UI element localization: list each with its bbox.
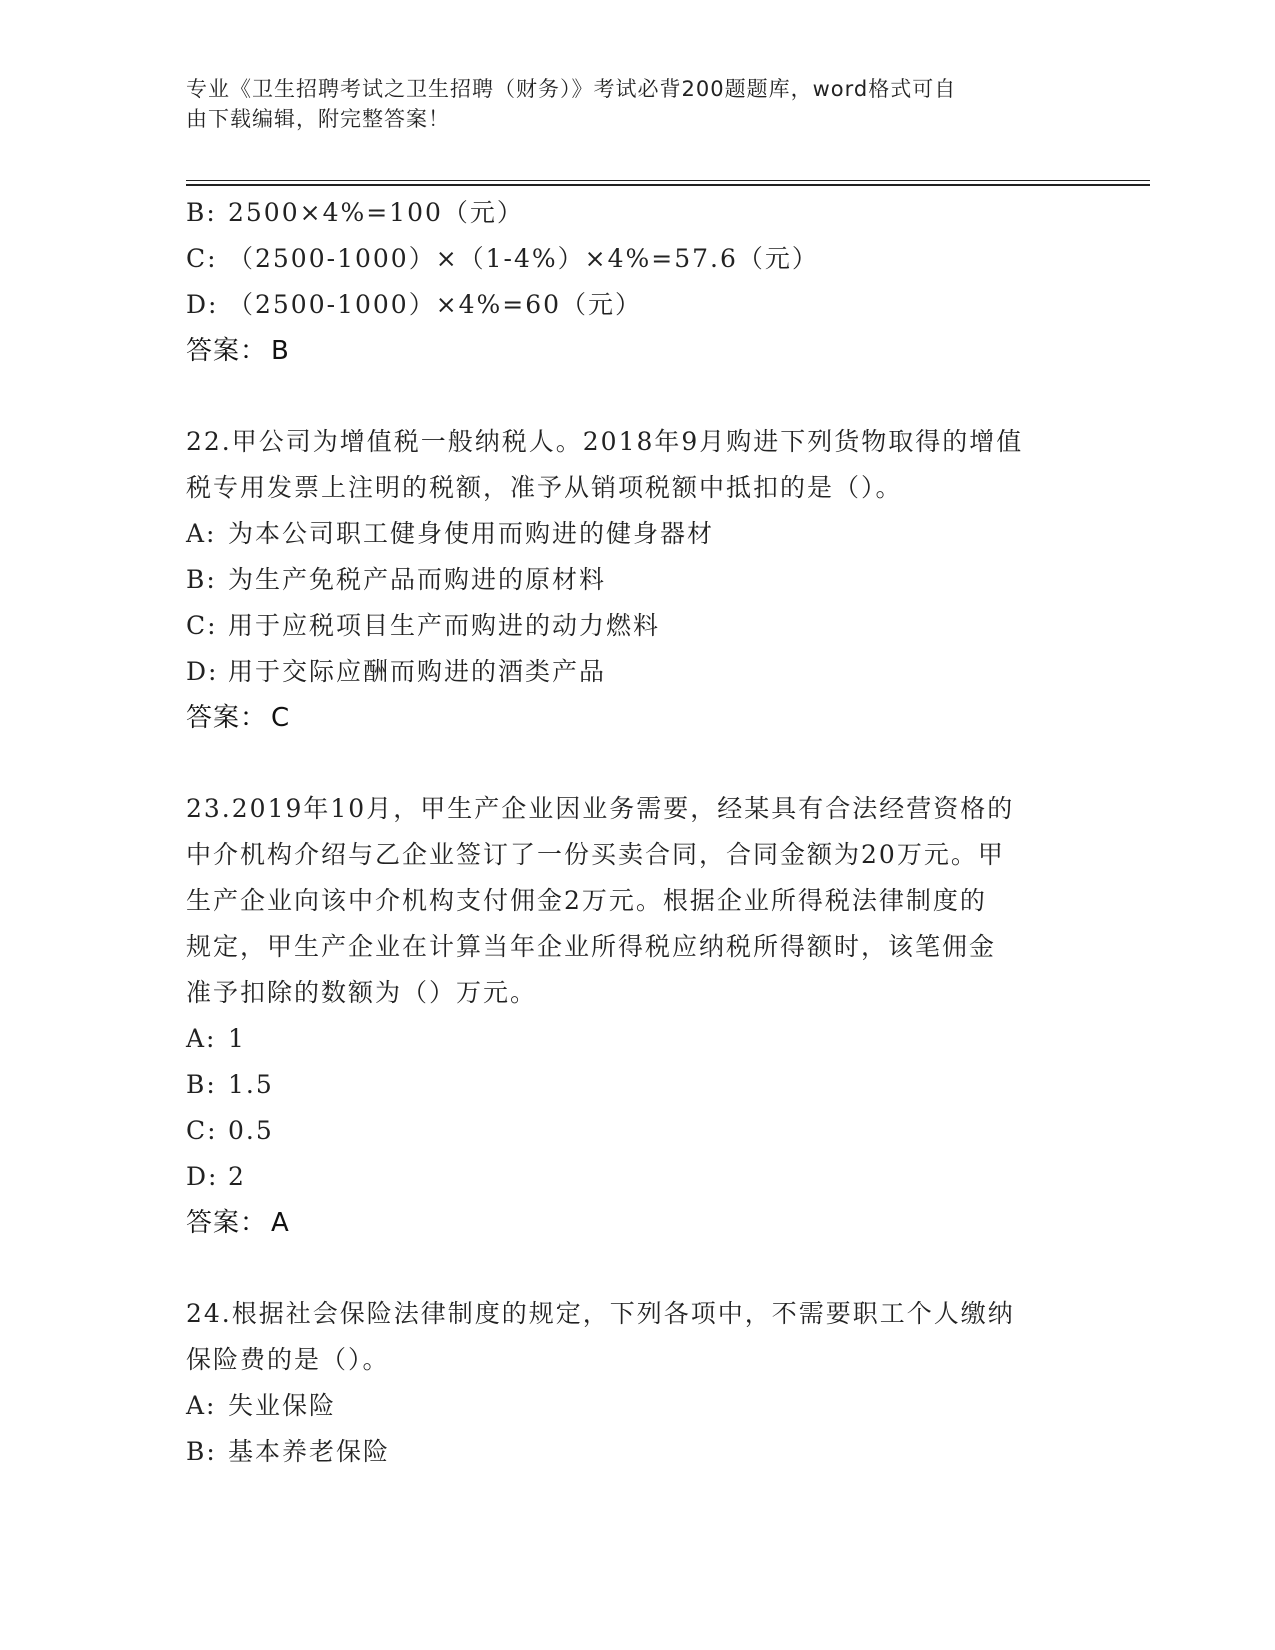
option-text: 为生产免税产品而购进的原材料 <box>228 565 607 594</box>
document-header <box>186 74 1066 134</box>
option-d <box>186 649 1086 695</box>
question-stem-line: 中介机构介绍与乙企业签订了一份买卖合同，合同金额为20万元。甲 <box>186 840 1005 869</box>
option-c <box>186 236 1086 282</box>
question-spacer <box>186 374 1086 419</box>
header-text-line-2: 由下载编辑，附完整答案！ <box>186 107 450 131</box>
question-stem-line: 22.甲公司为增值税一般纳税人。2018年9月购进下列货物取得的增值 <box>186 427 1024 456</box>
option-label: A: <box>186 519 217 548</box>
question-block-22 <box>186 419 1086 741</box>
option-text: 0.5 <box>228 1116 274 1145</box>
option-label: C: <box>186 244 218 273</box>
option-a <box>186 511 1086 557</box>
option-d <box>186 282 1086 328</box>
question-stem-line: 保险费的是（）。 <box>186 1345 390 1374</box>
answer-line <box>186 328 1086 374</box>
question-stem-line: 规定，甲生产企业在计算当年企业所得税应纳税所得额时，该笔佣金 <box>186 932 997 961</box>
option-a <box>186 1016 1086 1062</box>
option-label: B: <box>186 1437 217 1466</box>
answer-label: 答案： <box>186 336 268 366</box>
option-label: B: <box>186 565 217 594</box>
option-label: D: <box>186 1162 219 1191</box>
option-d <box>186 1154 1086 1200</box>
option-label: B: <box>186 1070 217 1099</box>
option-label: D: <box>186 290 219 319</box>
question-stem-line: 生产企业向该中介机构支付佣金2万元。根据企业所得税法律制度的 <box>186 886 987 915</box>
answer-label: 答案： <box>186 1208 268 1238</box>
option-b <box>186 557 1086 603</box>
question-spacer <box>186 741 1086 786</box>
option-b <box>186 190 1086 236</box>
header-text-line-1: 专业《卫生招聘考试之卫生招聘（财务）》考试必背200题题库，word格式可自 <box>186 77 957 101</box>
answer-value: A <box>271 1208 290 1238</box>
question-spacer <box>186 1246 1086 1291</box>
option-c <box>186 1108 1086 1154</box>
option-label: C: <box>186 611 218 640</box>
answer-value: B <box>271 336 290 366</box>
option-c <box>186 603 1086 649</box>
option-a <box>186 1383 1086 1429</box>
option-label: A: <box>186 1391 217 1420</box>
option-text: 1 <box>228 1024 246 1053</box>
option-b <box>186 1062 1086 1108</box>
option-text: 失业保险 <box>228 1391 337 1420</box>
option-text: （2500-1000）×（1-4%）×4%=57.6（元） <box>228 244 819 273</box>
question-stem-line: 准予扣除的数额为（）万元。 <box>186 978 538 1007</box>
option-text: 2 <box>228 1162 246 1191</box>
answer-label: 答案： <box>186 703 268 733</box>
option-label: A: <box>186 1024 217 1053</box>
question-stem-line: 23.2019年10月，甲生产企业因业务需要，经某具有合法经营资格的 <box>186 794 1015 823</box>
option-text: 用于应税项目生产而购进的动力燃料 <box>228 611 661 640</box>
option-b <box>186 1429 1086 1475</box>
option-text: 用于交际应酬而购进的酒类产品 <box>228 657 607 686</box>
option-label: C: <box>186 1116 218 1145</box>
question-stem-line: 税专用发票上注明的税额，准予从销项税额中抵扣的是（）。 <box>186 473 903 502</box>
option-text: 基本养老保险 <box>228 1437 391 1466</box>
answer-value: C <box>271 703 291 733</box>
answer-line <box>186 695 1086 741</box>
option-text: （2500-1000）×4%=60（元） <box>228 290 643 319</box>
question-block-23 <box>186 786 1086 1246</box>
answer-line <box>186 1200 1086 1246</box>
option-text: 1.5 <box>228 1070 274 1099</box>
option-label: D: <box>186 657 219 686</box>
option-text: 为本公司职工健身使用而购进的健身器材 <box>228 519 715 548</box>
question-block-prev <box>186 190 1086 374</box>
option-label: B: <box>186 198 217 227</box>
question-stem-line: 24.根据社会保险法律制度的规定，下列各项中，不需要职工个人缴纳 <box>186 1299 1015 1328</box>
option-text: 2500×4%=100（元） <box>228 198 524 227</box>
question-block-24 <box>186 1291 1086 1475</box>
document-body <box>186 190 1086 1475</box>
header-divider <box>186 180 1150 186</box>
